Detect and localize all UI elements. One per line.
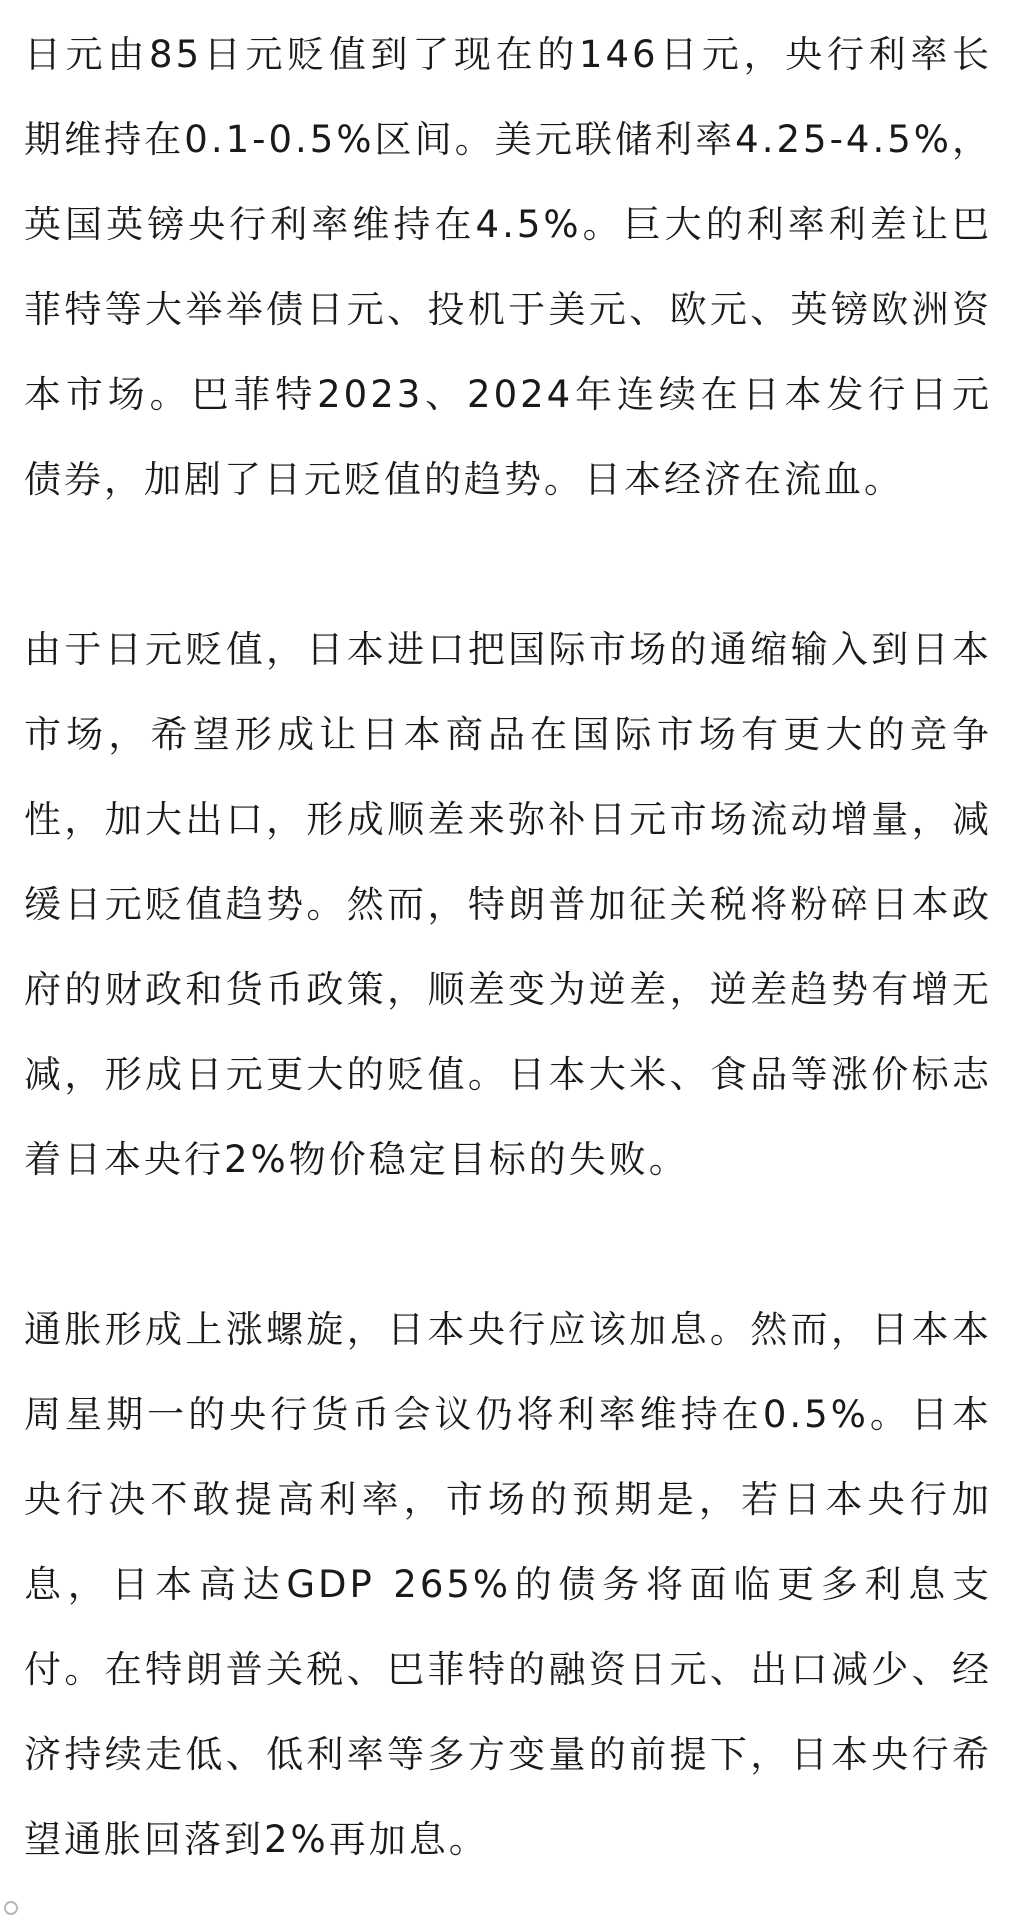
watermark — [4, 1897, 18, 1919]
watermark-logo-icon — [4, 1901, 18, 1915]
paragraph-rate-policy: 通胀形成上涨螺旋，日本央行应该加息。然而，日本本周星期一的央行货币会议仍将利率维持在0.5%。日本央行决不敢提高利率，市场的预期是，若日本央行加息，日本高达GDP 265%的债务将面临更多利息支付。在特朗普关税、巴菲特的融资日元、出口减少、经济持续走低、低利率等多方变量的前提下，日本央行希望通胀回落到2%再加息。 — [24, 1308, 992, 1861]
paragraph-trade-tariffs: 由于日元贬值，日本进口把国际市场的通缩输入到日本市场，希望形成让日本商品在国际市场有更大的竞争性，加大出口，形成顺差来弥补日元市场流动增量，减缓日元贬值趋势。然而，特朗普加征关税将粉碎日本政府的财政和货币政策，顺差变为逆差，逆差趋势有增无减，形成日元更大的贬值。日本大米、食品等涨价标志着日本央行2%物价稳定目标的失败。 — [24, 628, 992, 1181]
article-body — [24, 0, 992, 1882]
paragraph-yen-depreciation: 日元由85日元贬值到了现在的146日元，央行利率长期维持在0.1-0.5%区间。美元联储利率4.25-4.5%，英国英镑央行利率维持在4.5%。巨大的利率利差让巴菲特等大举举债日元、投机于美元、欧元、英镑欧洲资本市场。巴菲特2023、2024年连续在日本发行日元债券，加剧了日元贬值的趋势。日本经济在流血。 — [24, 33, 992, 501]
